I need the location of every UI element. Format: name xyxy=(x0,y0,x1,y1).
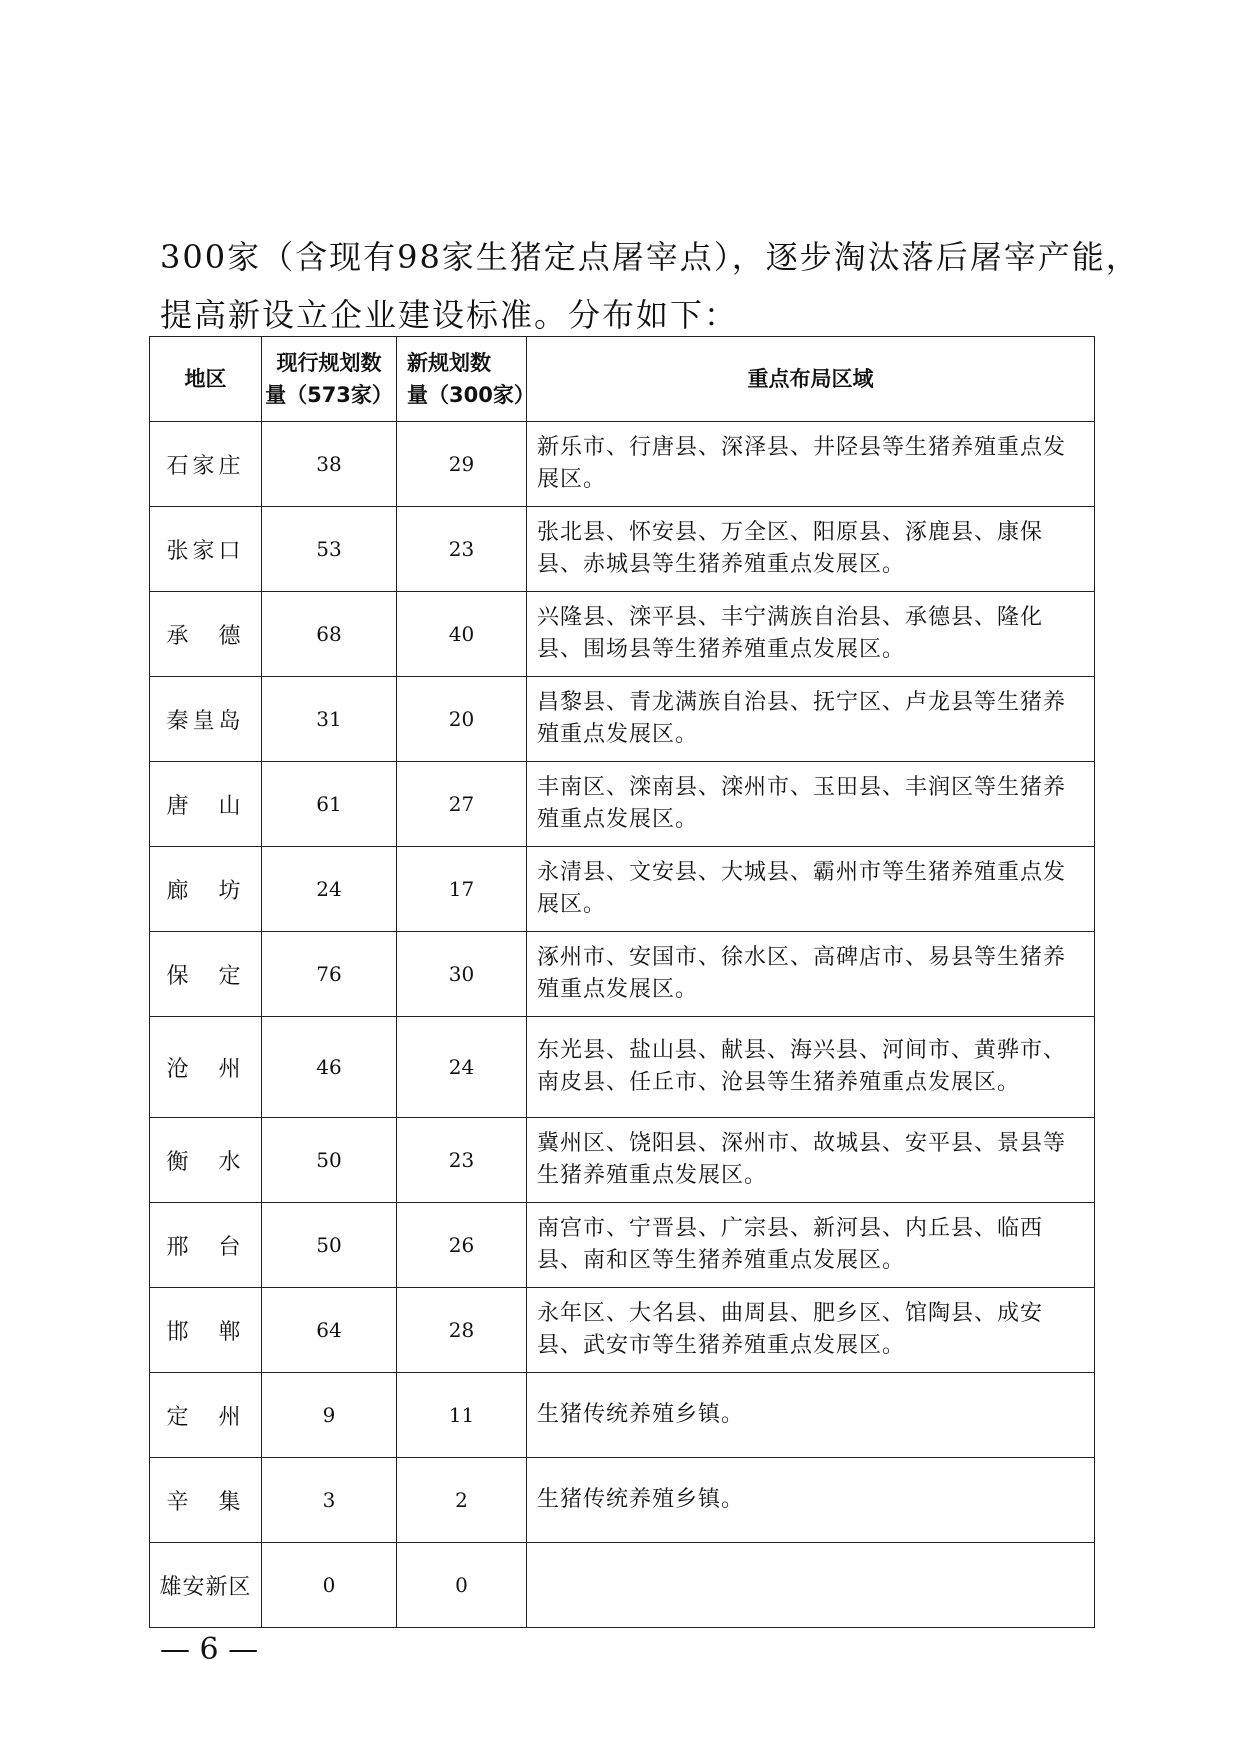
region-cell: 石家庄 xyxy=(150,422,262,507)
new-count-cell: 11 xyxy=(397,1373,527,1458)
intro-paragraph xyxy=(160,228,1140,344)
region-cell: 秦皇岛 xyxy=(150,677,262,762)
current-count-cell: 3 xyxy=(262,1458,397,1543)
new-count-cell: 26 xyxy=(397,1203,527,1288)
key-area-cell: 冀州区、饶阳县、深州市、故城县、安平县、景县等生猪养殖重点发展区。 xyxy=(527,1118,1095,1203)
key-area-cell xyxy=(527,1543,1095,1628)
key-area-cell: 永年区、大名县、曲周县、肥乡区、馆陶县、成安县、武安市等生猪养殖重点发展区。 xyxy=(527,1288,1095,1373)
region-cell: 承 德 xyxy=(150,592,262,677)
table-header-row xyxy=(150,337,1095,422)
new-count-cell: 2 xyxy=(397,1458,527,1543)
header-new-count xyxy=(397,337,535,422)
key-area-cell: 东光县、盐山县、献县、海兴县、河间市、黄骅市、南皮县、任丘市、沧县等生猪养殖重点发展区。 xyxy=(527,1017,1095,1118)
page-number: — 6 — xyxy=(160,1632,259,1667)
current-count-cell: 0 xyxy=(262,1543,397,1628)
table-row xyxy=(150,422,1095,507)
table-row xyxy=(150,1373,1095,1458)
current-count-cell: 50 xyxy=(262,1203,397,1288)
region-cell: 定 州 xyxy=(150,1373,262,1458)
new-count-cell: 20 xyxy=(397,677,527,762)
table-row xyxy=(150,1017,1095,1118)
intro-line-1: 300家（含现有98家生猪定点屠宰点），逐步淘汰落后屠宰产能， xyxy=(160,238,1140,276)
new-count-cell: 40 xyxy=(397,592,527,677)
new-count-cell: 29 xyxy=(397,422,527,507)
region-cell: 廊 坊 xyxy=(150,847,262,932)
key-area-cell: 涿州市、安国市、徐水区、高碑店市、易县等生猪养殖重点发展区。 xyxy=(527,932,1095,1017)
current-count-cell: 24 xyxy=(262,847,397,932)
current-count-cell: 61 xyxy=(262,762,397,847)
key-area-cell: 生猪传统养殖乡镇。 xyxy=(527,1373,1095,1458)
table-row xyxy=(150,592,1095,677)
table-row xyxy=(150,507,1095,592)
region-cell: 唐 山 xyxy=(150,762,262,847)
intro-line-2: 提高新设立企业建设标准。分布如下： xyxy=(160,296,739,334)
new-count-cell: 0 xyxy=(397,1543,527,1628)
key-area-cell: 永清县、文安县、大城县、霸州市等生猪养殖重点发展区。 xyxy=(527,847,1095,932)
region-cell: 邢 台 xyxy=(150,1203,262,1288)
new-count-cell: 24 xyxy=(397,1017,527,1118)
new-count-cell: 23 xyxy=(397,507,527,592)
key-area-cell: 南宫市、宁晋县、广宗县、新河县、内丘县、临西县、南和区等生猪养殖重点发展区。 xyxy=(527,1203,1095,1288)
table-row xyxy=(150,1288,1095,1373)
new-count-cell: 30 xyxy=(397,932,527,1017)
region-cell: 邯 郸 xyxy=(150,1288,262,1373)
region-cell: 辛 集 xyxy=(150,1458,262,1543)
slaughterhouse-distribution-table xyxy=(149,336,1095,1628)
current-count-cell: 64 xyxy=(262,1288,397,1373)
current-count-cell: 9 xyxy=(262,1373,397,1458)
table-row xyxy=(150,1543,1095,1628)
table-row xyxy=(150,1203,1095,1288)
new-count-cell: 23 xyxy=(397,1118,527,1203)
current-count-cell: 53 xyxy=(262,507,397,592)
key-area-cell: 丰南区、滦南县、滦州市、玉田县、丰润区等生猪养殖重点发展区。 xyxy=(527,762,1095,847)
key-area-cell: 兴隆县、滦平县、丰宁满族自治县、承德县、隆化县、围场县等生猪养殖重点发展区。 xyxy=(527,592,1095,677)
current-count-cell: 38 xyxy=(262,422,397,507)
new-count-cell: 17 xyxy=(397,847,527,932)
region-cell: 张家口 xyxy=(150,507,262,592)
current-count-cell: 68 xyxy=(262,592,397,677)
new-count-cell: 28 xyxy=(397,1288,527,1373)
header-region: 地区 xyxy=(150,337,262,422)
current-count-cell: 50 xyxy=(262,1118,397,1203)
header-new-line1: 新规划数 xyxy=(407,351,491,375)
key-area-cell: 昌黎县、青龙满族自治县、抚宁区、卢龙县等生猪养殖重点发展区。 xyxy=(527,677,1095,762)
header-current-line1: 现行规划数 xyxy=(276,351,382,375)
table-row xyxy=(150,1118,1095,1203)
current-count-cell: 46 xyxy=(262,1017,397,1118)
table-row xyxy=(150,847,1095,932)
table-row xyxy=(150,762,1095,847)
region-cell: 保 定 xyxy=(150,932,262,1017)
header-current-count xyxy=(262,337,397,422)
new-count-cell: 27 xyxy=(397,762,527,847)
table-row xyxy=(150,1458,1095,1543)
key-area-cell: 张北县、怀安县、万全区、阳原县、涿鹿县、康保县、赤城县等生猪养殖重点发展区。 xyxy=(527,507,1095,592)
header-new-line2: 量（300家） xyxy=(407,383,535,407)
region-cell: 沧 州 xyxy=(150,1017,262,1118)
region-cell: 衡 水 xyxy=(150,1118,262,1203)
key-area-cell: 生猪传统养殖乡镇。 xyxy=(527,1458,1095,1543)
region-cell: 雄安新区 xyxy=(150,1543,262,1628)
header-key-area: 重点布局区域 xyxy=(527,337,1095,422)
key-area-cell: 新乐市、行唐县、深泽县、井陉县等生猪养殖重点发展区。 xyxy=(527,422,1095,507)
table-row xyxy=(150,932,1095,1017)
header-current-line2: 量（573家） xyxy=(265,383,393,407)
current-count-cell: 76 xyxy=(262,932,397,1017)
current-count-cell: 31 xyxy=(262,677,397,762)
table-row xyxy=(150,677,1095,762)
